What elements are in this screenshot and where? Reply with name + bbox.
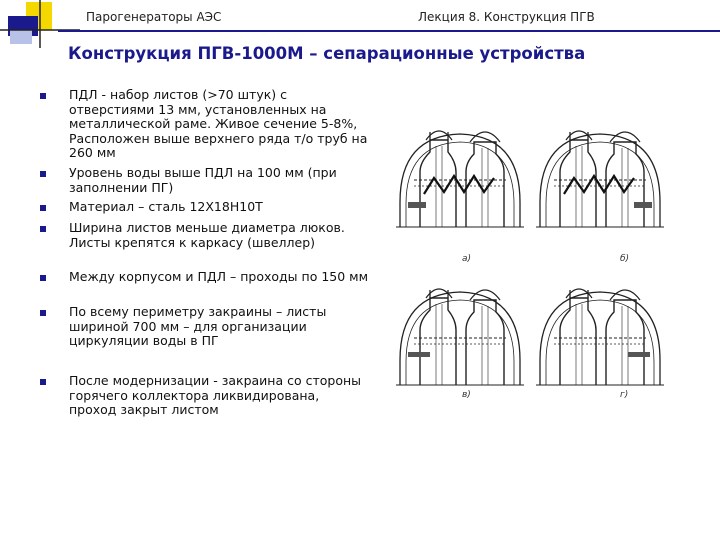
bullet-marker [40, 93, 46, 99]
bullet-text: ПДЛ - набор листов (>70 штук) с отверстиями 13 мм, установленных на металлической раме. Живое сечение 5-8%, Расположен выше верхнего ряда т/о труб на 260 мм [69, 87, 368, 160]
bullet-text: После модернизации - закраина со стороны горячего коллектора ликвидирована, проход закрыт листом [69, 373, 362, 417]
bullet-text: Между корпусом и ПДЛ – проходы по 150 мм [69, 269, 369, 284]
bullet-marker [40, 310, 46, 316]
bullet-marker [40, 275, 46, 281]
header-lecture-title: Лекция 8. Конструкция ПГВ [418, 10, 595, 24]
slide-title: Конструкция ПГВ-1000М – сепарационные устройства [68, 44, 586, 63]
separator-diagrams [396, 112, 664, 412]
figure-label-v: в) [462, 390, 471, 400]
corner-decoration [0, 0, 80, 48]
bullet-text: Материал – сталь 12Х18Н10Т [69, 199, 263, 214]
figure-label-a: а) [462, 254, 472, 264]
bullet-marker [40, 171, 46, 177]
bullet-text: Уровень воды выше ПДЛ на 100 мм (при заполнении ПГ) [69, 165, 337, 195]
header-course-title: Парогенераторы АЭС [86, 10, 222, 24]
bullet-text: По всему периметру закраины – листы шириной 700 мм – для организации циркуляции воды в ПГ [69, 304, 327, 348]
bullet-marker [40, 226, 46, 232]
figure-label-b: б) [620, 254, 630, 264]
bullet-text: Ширина листов меньше диаметра люков. Листы крепятся к каркасу (швеллер) [69, 220, 345, 250]
bullet-marker [40, 205, 46, 211]
header-divider [58, 30, 720, 32]
bullet-marker [40, 379, 46, 385]
figure-label-g: г) [620, 390, 629, 400]
